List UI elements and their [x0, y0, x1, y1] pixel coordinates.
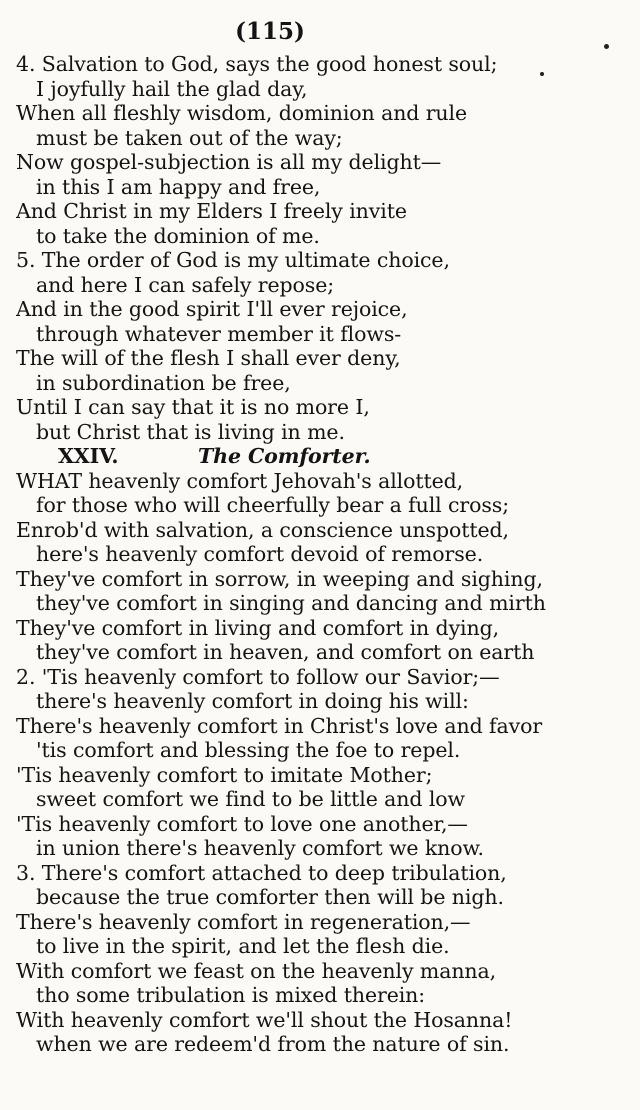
- stanzas-before: [16, 52, 606, 444]
- verse-line: they've comfort in heaven, and comfort on earth: [36, 640, 535, 664]
- verse-line: sweet comfort we find to be little and low: [36, 787, 465, 811]
- verse-line: And in the good spirit I'll ever rejoice,: [16, 297, 408, 321]
- stanzas-after: [16, 469, 606, 1057]
- verse-line: The will of the flesh I shall ever deny,: [16, 346, 401, 370]
- hymn-number: XXIV.: [58, 444, 119, 468]
- hymn-heading: [16, 444, 606, 469]
- verse-line: Until I can say that it is no more I,: [16, 395, 370, 419]
- verse-line: tho some tribulation is mixed therein:: [36, 983, 426, 1007]
- verse-line: here's heavenly comfort devoid of remorse.: [36, 542, 484, 566]
- verse-line: for those who will cheerfully bear a full cross;: [36, 493, 510, 517]
- hymn-text: [16, 52, 606, 1057]
- verse-line: 4. Salvation to God, says the good honest soul;: [16, 52, 498, 76]
- verse-line: 'tis comfort and blessing the foe to repel.: [36, 738, 461, 762]
- verse-line: through whatever member it flows-: [36, 321, 402, 346]
- verse-line: when we are redeem'd from the nature of sin.: [36, 1032, 510, 1056]
- verse-line: Now gospel-subjection is all my delight—: [16, 150, 442, 174]
- verse-line: With comfort we feast on the heavenly manna,: [16, 958, 497, 983]
- verse-line: 5. The order of God is my ultimate choice,: [16, 248, 450, 272]
- verse-line: 'Tis heavenly comfort to love one another,—: [16, 811, 468, 836]
- verse-line: to take the dominion of me.: [36, 223, 320, 248]
- verse-line: in union there's heavenly comfort we know.: [36, 836, 484, 860]
- verse-line: I joyfully hail the glad day,: [36, 76, 308, 101]
- verse-line: They've comfort in sorrow, in weeping and sighing,: [16, 566, 543, 591]
- verse-line: in subordination be free,: [36, 370, 291, 395]
- verse-line: in this I am happy and free,: [36, 174, 321, 199]
- verse-line: they've comfort in singing and dancing and mirth: [36, 591, 546, 615]
- verse-line: to live in the spirit, and let the flesh die.: [36, 934, 450, 958]
- verse-line: and here I can safely repose;: [36, 272, 335, 297]
- verse-line: must be taken out of the way;: [36, 125, 343, 150]
- scan-speck: [604, 44, 609, 49]
- verse-line: 'Tis heavenly comfort to imitate Mother;: [16, 762, 433, 787]
- page-number: (115): [235, 18, 305, 45]
- scan-speck: [540, 72, 544, 76]
- verse-line: There's heavenly comfort in Christ's love and favor: [16, 713, 543, 738]
- verse-line: They've comfort in living and comfort in dying,: [16, 615, 500, 640]
- verse-line: WHAT heavenly comfort Jehovah's allotted,: [16, 468, 464, 493]
- verse-line: There's heavenly comfort in regeneration,—: [16, 909, 471, 934]
- hymn-title: The Comforter.: [198, 444, 371, 468]
- verse-line: because the true comforter then will be nigh.: [36, 885, 504, 909]
- verse-line: Enrob'd with salvation, a conscience unspotted,: [16, 517, 509, 542]
- verse-line: And Christ in my Elders I freely invite: [16, 199, 407, 223]
- verse-line: When all fleshly wisdom, dominion and rule: [16, 101, 468, 125]
- verse-line: there's heavenly comfort in doing his will:: [36, 689, 469, 713]
- verse-line: but Christ that is living in me.: [36, 419, 345, 444]
- verse-line: With heavenly comfort we'll shout the Hosanna!: [16, 1007, 513, 1032]
- verse-line: 2. 'Tis heavenly comfort to follow our Savior;—: [16, 664, 500, 689]
- verse-line: 3. There's comfort attached to deep tribulation,: [16, 860, 507, 885]
